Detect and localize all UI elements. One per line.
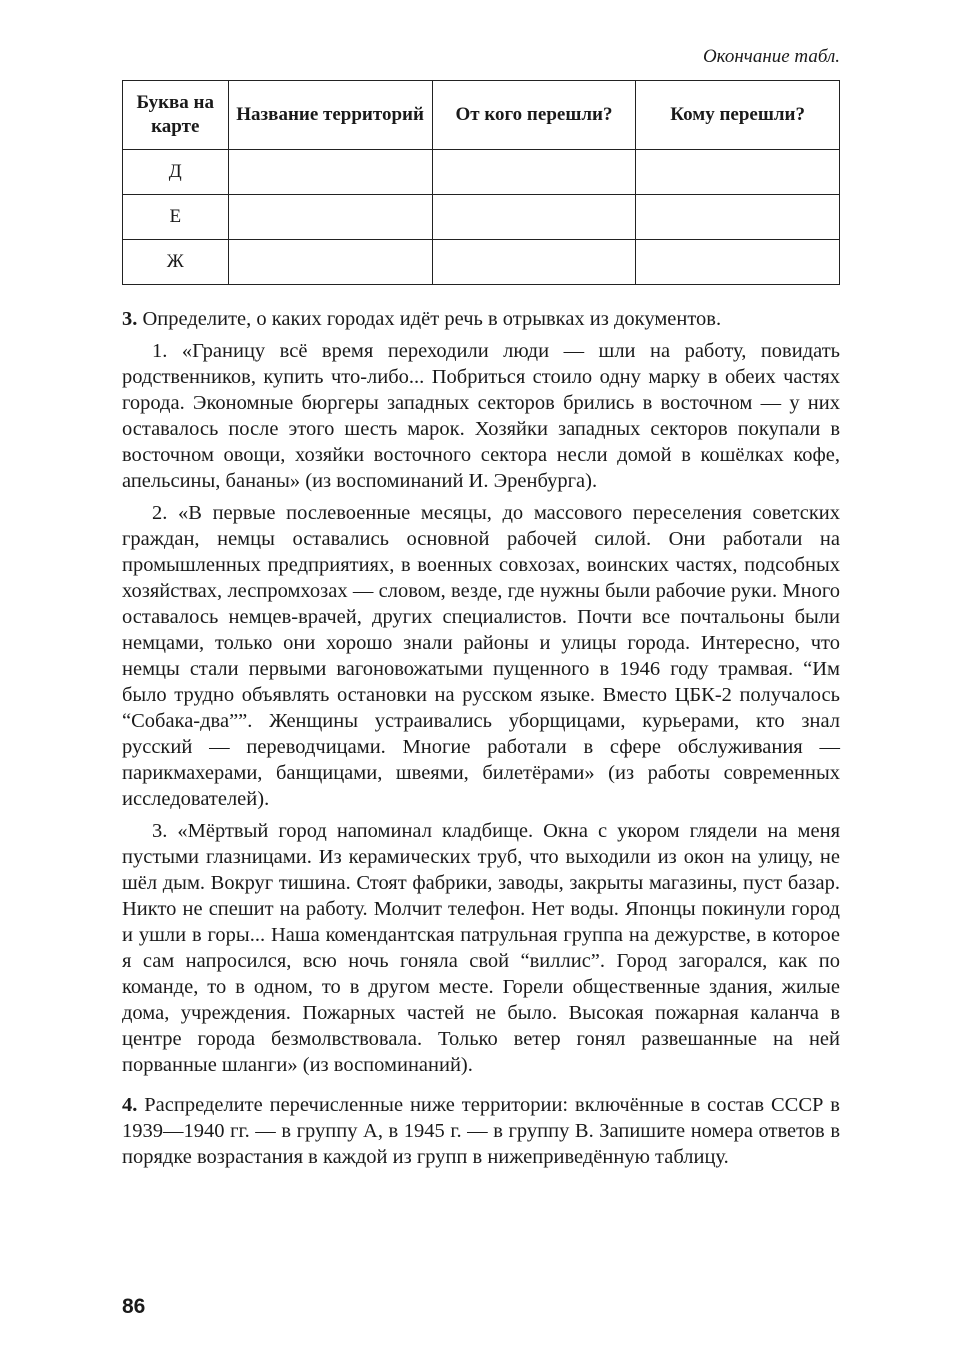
- cell-letter: Е: [123, 195, 229, 240]
- territories-table: [122, 80, 840, 285]
- cell-to: [636, 150, 840, 195]
- task-3-number: 3.: [122, 308, 138, 330]
- cell-letter: Ж: [123, 240, 229, 285]
- cell-to: [636, 240, 840, 285]
- table-row: [123, 150, 840, 195]
- cell-from: [432, 150, 636, 195]
- table-row: [123, 240, 840, 285]
- excerpt-1: 1. «Границу всё время переходили люди — шли на работу, повидать родственников, купить что-либо... Побриться стоило одну марку в обеих частях города. Экономные бюргеры западных секторов брились в восточном — у них оставалось после этого шесть марок. Хозяйки западных секторов покупали в восточном овощи, хозяйки восточного сектора несли домой в кошёлках кофе, апельсины, бананы» (из воспоминаний И. Эренбурга).: [122, 340, 840, 492]
- header-territory-name: Название территорий: [228, 81, 432, 150]
- task-4-number: 4.: [122, 1094, 138, 1116]
- excerpt-3: 3. «Мёртвый город напоминал кладбище. Окна с укором глядели на меня пустыми глазницами. Из керамических труб, что выходили из окон на улицу, не шёл дым. Вокруг тишина. Стоят фабрики, заводы, закрыты магазины, пуст базар. Никто не спешит на работу. Молчит телефон. Нет воды. Японцы покинули город и ушли в горы... Наша комендантская патрульная группа на дежурстве, в которое я сам напросился, всю ночь гоняла свой “виллис”. Город загорался, как по команде, то в одном, то в другом месте. Горели общественные здания, жилые дома, учреждения. Пожарных частей не было. Высокая пожарная каланча в центре города безмолвствовала. Только ветер гонял развешанные на ней порванные шланги» (из воспоминаний).: [122, 820, 840, 1076]
- body-text: [122, 306, 840, 1170]
- cell-letter: Д: [123, 150, 229, 195]
- task-4-prompt: [122, 1092, 840, 1170]
- header-to-whom: Кому перешли?: [636, 81, 840, 150]
- cell-territory-name: [228, 195, 432, 240]
- cell-from: [432, 195, 636, 240]
- table-continuation-label: Окончание табл.: [702, 46, 840, 67]
- cell-territory-name: [228, 150, 432, 195]
- cell-to: [636, 195, 840, 240]
- cell-from: [432, 240, 636, 285]
- task-3-text: Определите, о каких городах идёт речь в отрывках из документов.: [137, 308, 722, 330]
- excerpt-2: 2. «В первые послевоенные месяцы, до массового переселения советских граждан, немцы оставались основной рабочей силой. Они работали на промышленных предприятиях, в военных совхозах, воинских частях, подсобных хозяйствах, леспромхозах — словом, везде, где нужны были рабочие руки. Много оставалось немцев-врачей, других специалистов. Почти все почтальоны были немцами, только они хорошо знали районы и улицы города. Интересно, что немцы стали первыми вагоновожатыми пущенного в 1946 году трамвая. “Им было трудно объявлять остановки на русском языке. Вместо ЦБК-2 получалось “Собака-два””. Женщины устраивались уборщицами, курьерами, кто знал русский — переводчицами. Многие работали в сфере обслуживания — парикмахерами, банщицами, швеями, билетёрами» (из работы современных исследователей).: [122, 502, 840, 810]
- table-row: [123, 195, 840, 240]
- table-header-row: [123, 81, 840, 150]
- task-3-prompt: [122, 306, 840, 332]
- header-from-whom: От кого перешли?: [432, 81, 636, 150]
- page-number: 86: [122, 1295, 146, 1318]
- task-4-text: Распределите перечисленные ниже территории: включённые в состав СССР в 1939—1940 гг. — в группу А, в 1945 г. — в группу В. Запишите номера ответов в порядке возрастания в каждой из групп в нижеприведённую таблицу.: [122, 1094, 840, 1168]
- cell-territory-name: [228, 240, 432, 285]
- header-letter: Буква на карте: [123, 81, 229, 150]
